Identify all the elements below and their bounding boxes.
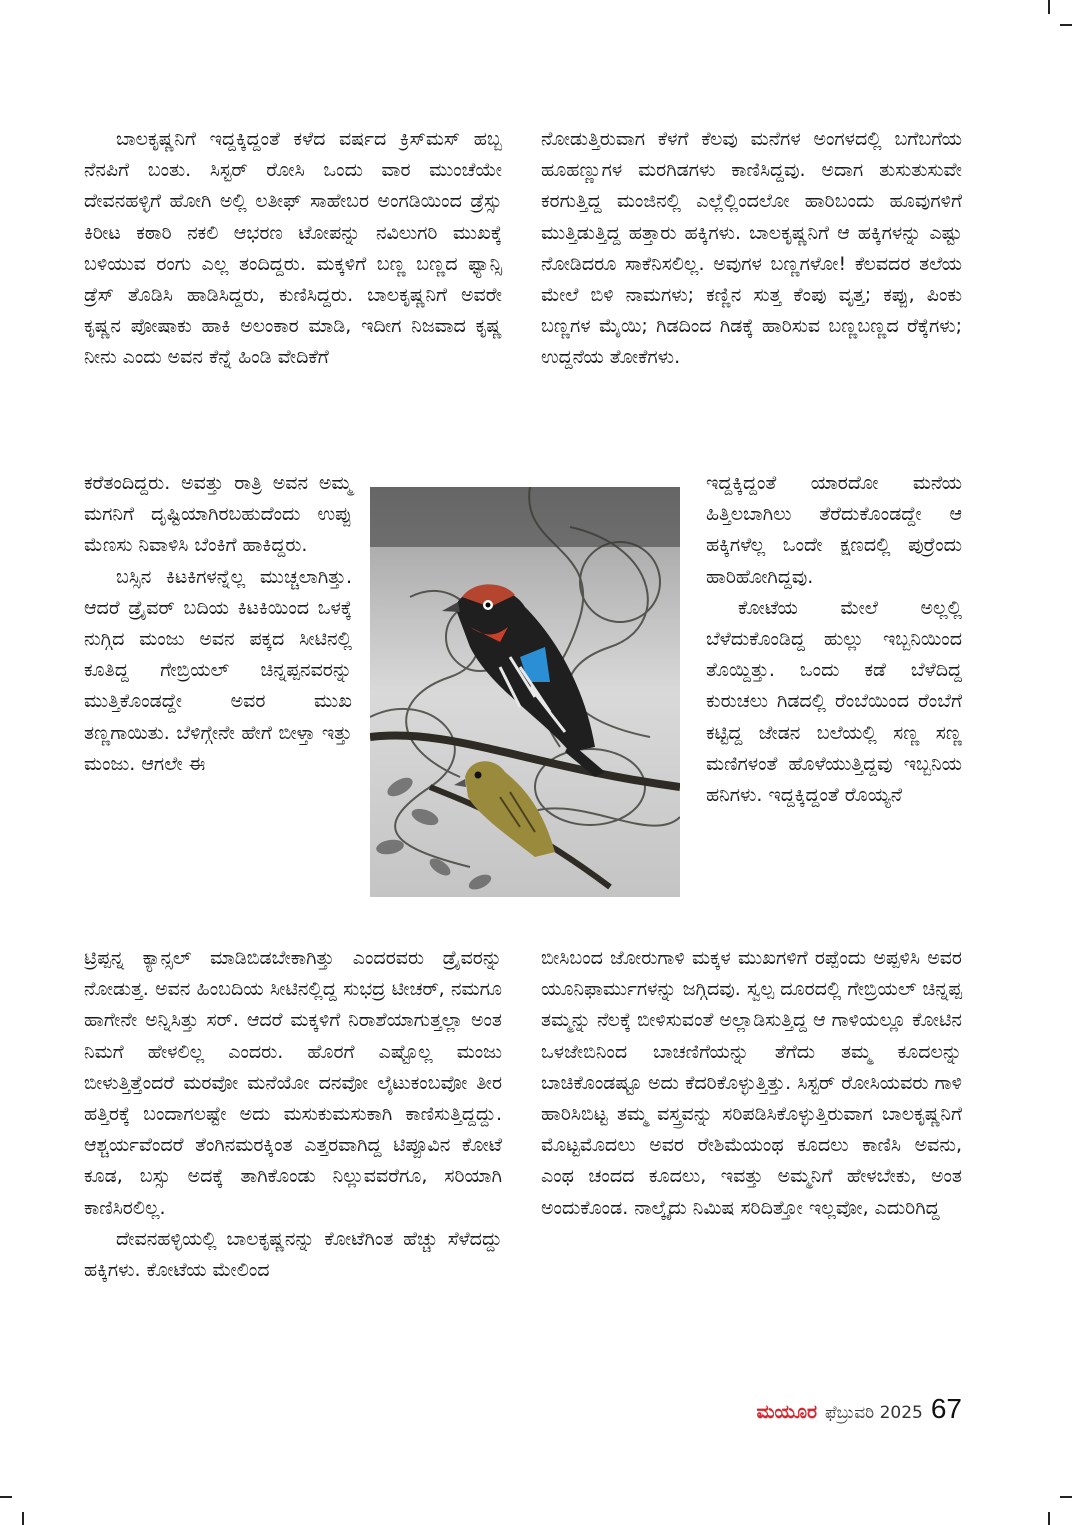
crop-mark-right-top [1060,24,1072,26]
magazine-brand: ಮಯೂರ [756,1401,818,1423]
crop-mark-top-right [1048,0,1050,14]
paragraph: ಬೀಸಿಬಂದ ಜೋರುಗಾಳಿ ಮಕ್ಕಳ ಮುಖಗಳಿಗೆ ರಪ್ಪೆಂದು ಅಪ್ಪಳಿಸಿ ಅವರ ಯೂನಿಫಾರ್ಮುಗಳನ್ನು ಜಗ್ಗಿದವು. ಸ್ವಲ್ಪ ದೂರದಲ್ಲಿ ಗೇಬ್ರಿಯಲ್ ಚಿನ್ನಪ್ಪ ತಮ್ಮನ್ನು ನೆಲಕ್ಕೆ ಬೀಳಿಸುವಂತೆ ಅಲ್ಲಾಡಿಸುತ್ತಿದ್ದ ಆ ಗಾಳಿಯಲ್ಲೂ ಕೋಟಿನ ಒಳಜೇಬಿನಿಂದ ಬಾಚಣಿಗೆಯನ್ನು ತೆಗೆದು ತಮ್ಮ ಕೂದಲನ್ನು ಬಾಚಿಕೊಂಡಷ್ಟೂ ಅದು ಕೆದರಿಕೊಳ್ಳುತ್ತಿತ್ತು. ಸಿಸ್ಟರ್ ರೋಸಿಯವರು ಗಾಳಿ ಹಾರಿಸಿಬಿಟ್ಟ ತಮ್ಮ ವಸ್ತ್ರವನ್ನು ಸರಿಪಡಿಸಿಕೊಳ್ಳುತ್ತಿರುವಾಗ ಬಾಲಕೃಷ್ಣನಿಗೆ ಮೊಟ್ಟಮೊದಲು ಅವರ ರೇಶಿಮೆಯಂಥ ಕೂದಲು ಕಾಣಿಸಿ ಅವನು, ಎಂಥ ಚಂದದ ಕೂದಲು, ಇವತ್ತು ಅಮ್ಮನಿಗೆ ಹೇಳಬೇಕು, ಅಂತ ಅಂದುಕೊಂಡ. ನಾಲ್ಕೈದು ನಿಮಿಷ ಸರಿದಿತ್ತೋ ಇಲ್ಲವೋ, ಎದುರಿಗಿದ್ದ [541,947,962,1219]
bird-illustration [370,487,680,897]
page-number: 67 [930,1393,962,1424]
paragraph: ಬಾಲಕೃಷ್ಣನಿಗೆ ಇದ್ದಕ್ಕಿದ್ದಂತೆ ಕಳೆದ ವರ್ಷದ ಕ್ರಿಸ್‌ಮಸ್ ಹಬ್ಬ ನೆನಪಿಗೆ ಬಂತು. ಸಿಸ್ಟರ್ ರೋಸಿ ಒಂದು ವಾರ ಮುಂಚೆಯೇ ದೇವನಹಳ್ಳಿಗೆ ಹೋಗಿ ಅಲ್ಲಿ ಲತೀಫ್ ಸಾಹೇಬರ ಅಂಗಡಿಯಿಂದ ಡ್ರೆಸ್ಸು ಕಿರೀಟ ಕಠಾರಿ ನಕಲಿ ಆಭರಣ ಟೋಪನ್ನು ನವಿಲುಗರಿ ಮುಖಕ್ಕೆ ಬಳಿಯುವ ರಂಗು ಎಲ್ಲ ತಂದಿದ್ದರು. ಮಕ್ಕಳಿಗೆ ಬಣ್ಣ ಬಣ್ಣದ ಫ್ಯಾನ್ಸಿ ಡ್ರೆಸ್ ತೊಡಿಸಿ ಹಾಡಿಸಿದ್ದರು, ಕುಣಿಸಿದ್ದರು. ಬಾಲಕೃಷ್ಣನಿಗೆ ಅವರೇ ಕೃಷ್ಣನ ಪೋಷಾಕು ಹಾಕಿ ಅಲಂಕಾರ ಮಾಡಿ, ಇದೀಗ ನಿಜವಾದ ಕೃಷ್ಣ ನೀನು ಎಂದು ಅವನ ಕೆನ್ನೆ ಹಿಂಡಿ ವೇದಿಕೆಗೆ [84,128,502,369]
article-column-left-wrap [84,468,352,780]
article-column-left-bottom [84,943,502,1286]
article-column-right-bottom [541,943,962,1224]
article-column-right-wrap [706,468,962,811]
page-folio [756,1393,962,1425]
paragraph: ಕರೆತಂದಿದ್ದರು. ಅವತ್ತು ರಾತ್ರಿ ಅವನ ಅಮ್ಮ ಮಗನಿಗೆ ದೃಷ್ಟಿಯಾಗಿರಬಹುದೆಂದು ಉಪ್ಪು ಮೆಣಸು ನಿವಾಳಿಸಿ ಬೆಂಕಿಗೆ ಹಾಕಿದ್ದರು. [84,472,352,557]
paragraph: ಬಸ್ಸಿನ ಕಿಟಕಿಗಳನ್ನೆಲ್ಲ ಮುಚ್ಚಲಾಗಿತ್ತು. ಆದರೆ ಡ್ರೈವರ್ ಬದಿಯ ಕಿಟಕಿಯಿಂದ ಒಳಕ್ಕೆ ನುಗ್ಗಿದ ಮಂಜು ಅವನ ಪಕ್ಕದ ಸೀಟಿನಲ್ಲಿ ಕೂತಿದ್ದ ಗೇಬ್ರಿಯಲ್ ಚಿನ್ನಪ್ಪನವರನ್ನು ಮುತ್ತಿಕೊಂಡದ್ದೇ ಅವರ ಮುಖ ತಣ್ಣಗಾಯಿತು. ಬೆಳಿಗ್ಗೇನೇ ಹೇಗೆ ಬೀಳ್ತಾ ಇತ್ತು ಮಂಜು. ಆಗಲೇ ಈ [84,565,352,775]
crop-mark-left-bottom [0,1496,12,1498]
crop-mark-right-bottom [1060,1496,1072,1498]
crop-mark-bottom-right [1048,1512,1050,1525]
article-column-left-top [84,124,502,374]
paragraph: ಕೋಟೆಯ ಮೇಲೆ ಅಲ್ಲಲ್ಲಿ ಬೆಳೆದುಕೊಂಡಿದ್ದ ಹುಲ್ಲು ಇಬ್ಬನಿಯಿಂದ ತೊಯ್ದಿತ್ತು. ಒಂದು ಕಡೆ ಬೆಳೆದಿದ್ದ ಕುರುಚಲು ಗಿಡದಲ್ಲಿ ರೆಂಬೆಯಿಂದ ರೆಂಬೆಗೆ ಕಟ್ಟಿದ್ದ ಜೇಡನ ಬಲೆಯಲ್ಲಿ ಸಣ್ಣ ಸಣ್ಣ ಮಣಿಗಳಂತೆ ಹೊಳೆಯುತ್ತಿದ್ದವು ಇಬ್ಬನಿಯ ಹನಿಗಳು. ಇದ್ದಕ್ಕಿದ್ದಂತೆ ರೊಯ್ಯನೆ [706,596,962,807]
bird-illustration-icon [370,487,680,897]
issue-date: ಫೆಬ್ರುವರಿ 2025 [825,1403,923,1423]
paragraph: ನೋಡುತ್ತಿರುವಾಗ ಕೆಳಗೆ ಕೆಲವು ಮನೆಗಳ ಅಂಗಳದಲ್ಲಿ ಬಗೆಬಗೆಯ ಹೂಹಣ್ಣುಗಳ ಮರಗಿಡಗಳು ಕಾಣಿಸಿದ್ದವು. ಅದಾಗ ತುಸುತುಸುವೇ ಕರಗುತ್ತಿದ್ದ ಮಂಜಿನಲ್ಲಿ ಎಲ್ಲೆಲ್ಲಿಂದಲೋ ಹಾರಿಬಂದು ಹೂವುಗಳಿಗೆ ಮುತ್ತಿಡುತ್ತಿದ್ದ ಹತ್ತಾರು ಹಕ್ಕಿಗಳು. ಬಾಲಕೃಷ್ಣನಿಗೆ ಆ ಹಕ್ಕಿಗಳನ್ನು ಎಷ್ಟು ನೋಡಿದರೂ ಸಾಕೆನಿಸಲಿಲ್ಲ. ಅವುಗಳ ಬಣ್ಣಗಳೋ! ಕೆಲವದರ ತಲೆಯ ಮೇಲೆ ಬಿಳಿ ನಾಮಗಳು; ಕಣ್ಣಿನ ಸುತ್ತ ಕೆಂಪು ವೃತ್ತ; ಕಪ್ಪು, ಪಿಂಕು ಬಣ್ಣಗಳ ಮೈಯಿ; ಗಿಡದಿಂದ ಗಿಡಕ್ಕೆ ಹಾರಿಸುವ ಬಣ್ಣಬಣ್ಣದ ರೆಕ್ಕೆಗಳು; ಉದ್ದನೆಯ ತೋಕೆಗಳು. [541,128,962,369]
paragraph: ದೇವನಹಳ್ಳಿಯಲ್ಲಿ ಬಾಲಕೃಷ್ಣನನ್ನು ಕೋಟೆಗಿಂತ ಹೆಚ್ಚು ಸೆಳೆದದ್ದು ಹಕ್ಕಿಗಳು. ಕೋಟೆಯ ಮೇಲಿಂದ [84,1227,502,1282]
paragraph: ಇದ್ದಕ್ಕಿದ್ದಂತೆ ಯಾರದೋ ಮನೆಯ ಹಿತ್ತಿಲಬಾಗಿಲು ತೆರೆದುಕೊಂಡದ್ದೇ ಆ ಹಕ್ಕಿಗಳೆಲ್ಲ ಒಂದೇ ಕ್ಷಣದಲ್ಲಿ ಪುರ್ರೆಂದು ಹಾರಿಹೋಗಿದ್ದವು. [706,472,962,588]
crop-mark-bottom-left [22,1512,24,1525]
article-column-right-top [541,124,962,374]
paragraph: ಟ್ರಿಪ್ಪನ್ನ ಕ್ಯಾನ್ಸಲ್ ಮಾಡಿಬಿಡಬೇಕಾಗಿತ್ತು ಎಂದರವರು ಡ್ರೈವರನ್ನು ನೋಡುತ್ತ. ಅವನ ಹಿಂಬದಿಯ ಸೀಟಿನಲ್ಲಿದ್ದ ಸುಭದ್ರ ಟೀಚರ್, ನಮಗೂ ಹಾಗೇನೇ ಅನ್ನಿಸಿತ್ತು ಸರ್. ಆದರೆ ಮಕ್ಕಳಿಗೆ ನಿರಾಶೆಯಾಗುತ್ತಲ್ಲಾ ಅಂತ ನಿಮಗೆ ಹೇಳಲಿಲ್ಲ ಎಂದರು. ಹೊರಗೆ ಎಷ್ಟೊಲ್ಲ ಮಂಜು ಬೀಳುತ್ತಿತ್ತೆಂದರೆ ಮರವೋ ಮನೆಯೋ ದನವೋ ಲೈಟುಕಂಬವೋ ತೀರ ಹತ್ತಿರಕ್ಕೆ ಬಂದಾಗಲಷ್ಟೇ ಅದು ಮಸುಕುಮಸುಕಾಗಿ ಕಾಣಿಸುತ್ತಿದ್ದದ್ದು. ಆಶ್ಚರ್ಯವೆಂದರೆ ತೆಂಗಿನಮರಕ್ಕಿಂತ ಎತ್ತರವಾಗಿದ್ದ ಟಿಪ್ಪೂವಿನ ಕೋಟೆ ಕೂಡ, ಬಸ್ಸು ಅದಕ್ಕೆ ತಾಗಿಕೊಂಡು ನಿಲ್ಲುವವರೆಗೂ, ಸರಿಯಾಗಿ ಕಾಣಿಸಿರಲಿಲ್ಲ. [84,947,502,1219]
